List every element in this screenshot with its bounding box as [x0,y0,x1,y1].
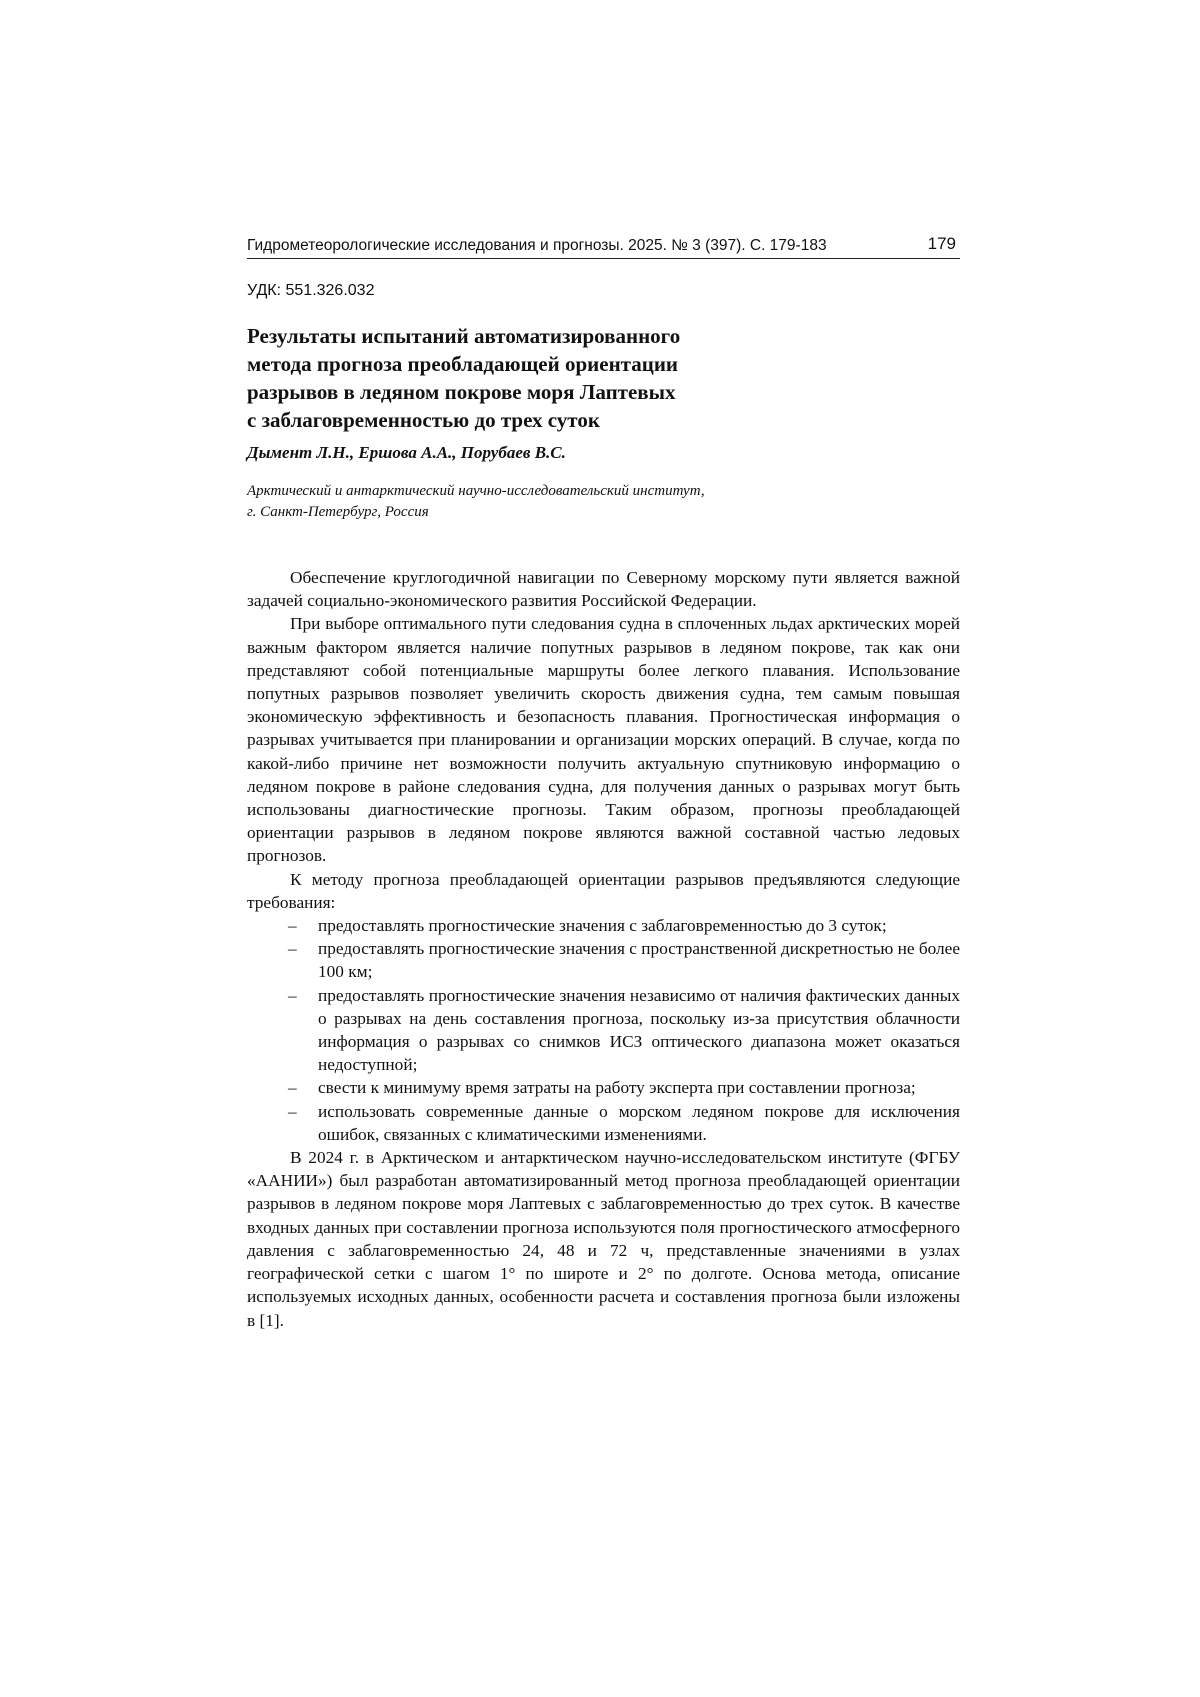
list-item: – предоставлять прогностические значения независимо от наличия фактических данных о разрывах на день составления прогноза, поскольку из-за присутствия облачности информация о разрывах со снимков ИСЗ оптического диапазона может оказаться недоступной; [318,984,960,1077]
list-item: – предоставлять прогностические значения с заблаговременностью до 3 суток; [318,914,960,937]
affiliation-line: г. Санкт-Петербург, Россия [247,504,429,520]
journal-citation: Гидрометеорологические исследования и прогнозы. 2025. № 3 (397). С. 179-183 [247,237,827,254]
body-paragraph: Обеспечение круглогодичной навигации по Северному морскому пути является важной задачей социально-экономического развития Российской Федерации. [247,568,960,611]
affiliation-line: Арктический и антарктический научно-исследовательский институт, [247,483,705,499]
affiliation [247,481,705,523]
article-body [247,566,960,1332]
title-line: метода прогноза преобладающей ориентации [247,352,679,376]
body-paragraph: В 2024 г. в Арктическом и антарктическом научно-исследовательском институте (ФГБУ «ААНИИ») был разработан автоматизированный метод прогноза преобладающей ориентации разрывов в ледяном покрове моря Лаптевых с заблаговременностью до трех суток. В качестве входных данных при составлении прогноза используются поля прогностического атмосферного давления с заблаговременностью 24, 48 и 72 ч, представленные значениями в узлах географической сетки с шагом 1° по широте и 2° по долготе. Основа метода, описание используемых исходных данных, особенности расчета и составления прогноза были изложены в [1]. [247,1148,960,1330]
udc-code: УДК: 551.326.032 [247,282,375,299]
title-line: с заблаговременностью до трех суток [247,408,600,432]
title-line: Результаты испытаний автоматизированного [247,324,681,348]
running-header [247,236,960,259]
requirements-list [247,914,960,1146]
list-item: – использовать современные данные о морском ледяном покрове для исключения ошибок, связанных с климатическими изменениями. [318,1100,960,1146]
list-item: – свести к минимуму время затраты на работу эксперта при составлении прогноза; [318,1076,960,1099]
body-paragraph: При выборе оптимального пути следования судна в сплоченных льдах арктических морей важным фактором является наличие попутных разрывов в ледяном покрове, так как они представляют собой потенциальные маршруты более легкого плавания. Использование попутных разрывов позволяет увеличить скорость движения судна, тем самым повышая экономическую эффективность и безопасность плавания. Прогностическая информация о разрывах учитывается при планировании и организации морских операций. В случае, когда по какой-либо причине нет возможности получить актуальную спутниковую информацию о ледяном покрове в районе следования судна, для получения данных о разрывах могут быть использованы диагностические прогнозы. Таким образом, прогнозы преобладающей ориентации разрывов в ледяном покрове являются важной составной частью ледовых прогнозов. [247,614,960,866]
page-number: 179 [927,234,956,253]
list-item: – предоставлять прогностические значения с пространственной дискретностью не более 100 км; [318,937,960,983]
authors: Дымент Л.Н., Ершова А.А., Порубаев В.С. [247,443,566,462]
article-title [247,322,807,434]
body-paragraph: К методу прогноза преобладающей ориентации разрывов предъявляются следующие требования: [247,869,960,912]
title-line: разрывов в ледяном покрове моря Лаптевых [247,380,676,404]
